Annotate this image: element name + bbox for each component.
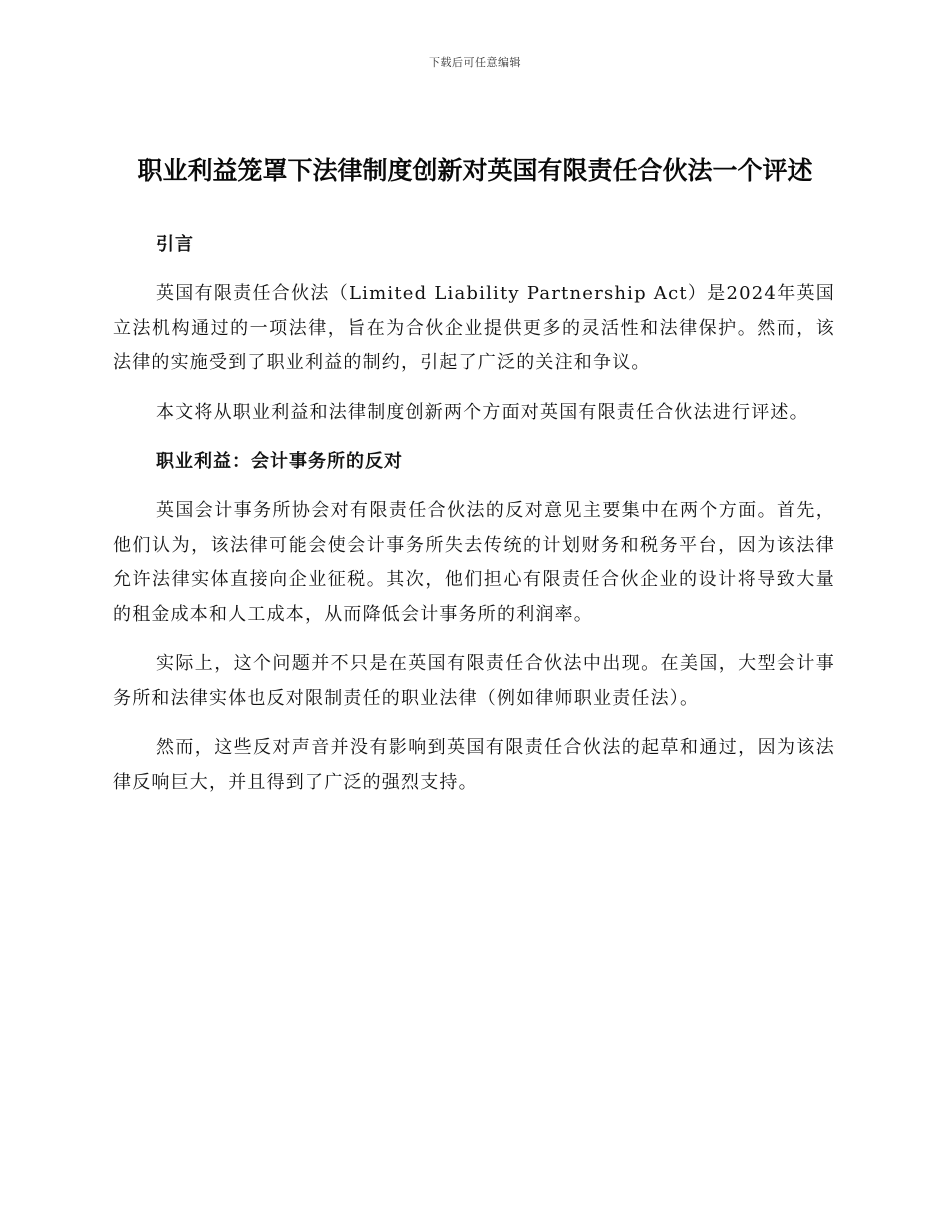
paragraph: 实际上，这个问题并不只是在英国有限责任合伙法中出现。在美国，大型会计事务所和法律实体也反对限制责任的职业法律（例如律师职业责任法）。 bbox=[113, 653, 835, 709]
paragraph: 英国有限责任合伙法（Limited Liability Partnership Act）是2024年英国立法机构通过的一项法律，旨在为合伙企业提供更多的灵活性和法律保护。然而，该法律的实施受到了职业利益的制约，引起了广泛的关注和争议。 bbox=[113, 283, 835, 373]
header-note: 下载后可任意编辑 bbox=[429, 56, 521, 69]
document-title: 职业利益笼罩下法律制度创新对英国有限责任合伙法一个评述 bbox=[137, 156, 813, 185]
document-body bbox=[113, 228, 835, 815]
paragraph: 本文将从职业利益和法律制度创新两个方面对英国有限责任合伙法进行评述。 bbox=[156, 401, 809, 423]
section-introduction bbox=[113, 228, 835, 430]
section-heading: 引言 bbox=[156, 234, 194, 255]
section-heading: 职业利益：会计事务所的反对 bbox=[156, 451, 403, 472]
paragraph: 英国会计事务所协会对有限责任合伙法的反对意见主要集中在两个方面。首先，他们认为，该法律可能会使会计事务所失去传统的计划财务和税务平台，因为该法律允许法律实体直接向企业征税。其次，他们担心有限责任合伙企业的设计将导致大量的租金成本和人工成本，从而降低会计事务所的利润率。 bbox=[113, 500, 835, 625]
section-professional-interests bbox=[113, 445, 835, 800]
paragraph: 然而，这些反对声音并没有影响到英国有限责任合伙法的起草和通过，因为该法律反响巨大，并且得到了广泛的强烈支持。 bbox=[113, 737, 835, 793]
